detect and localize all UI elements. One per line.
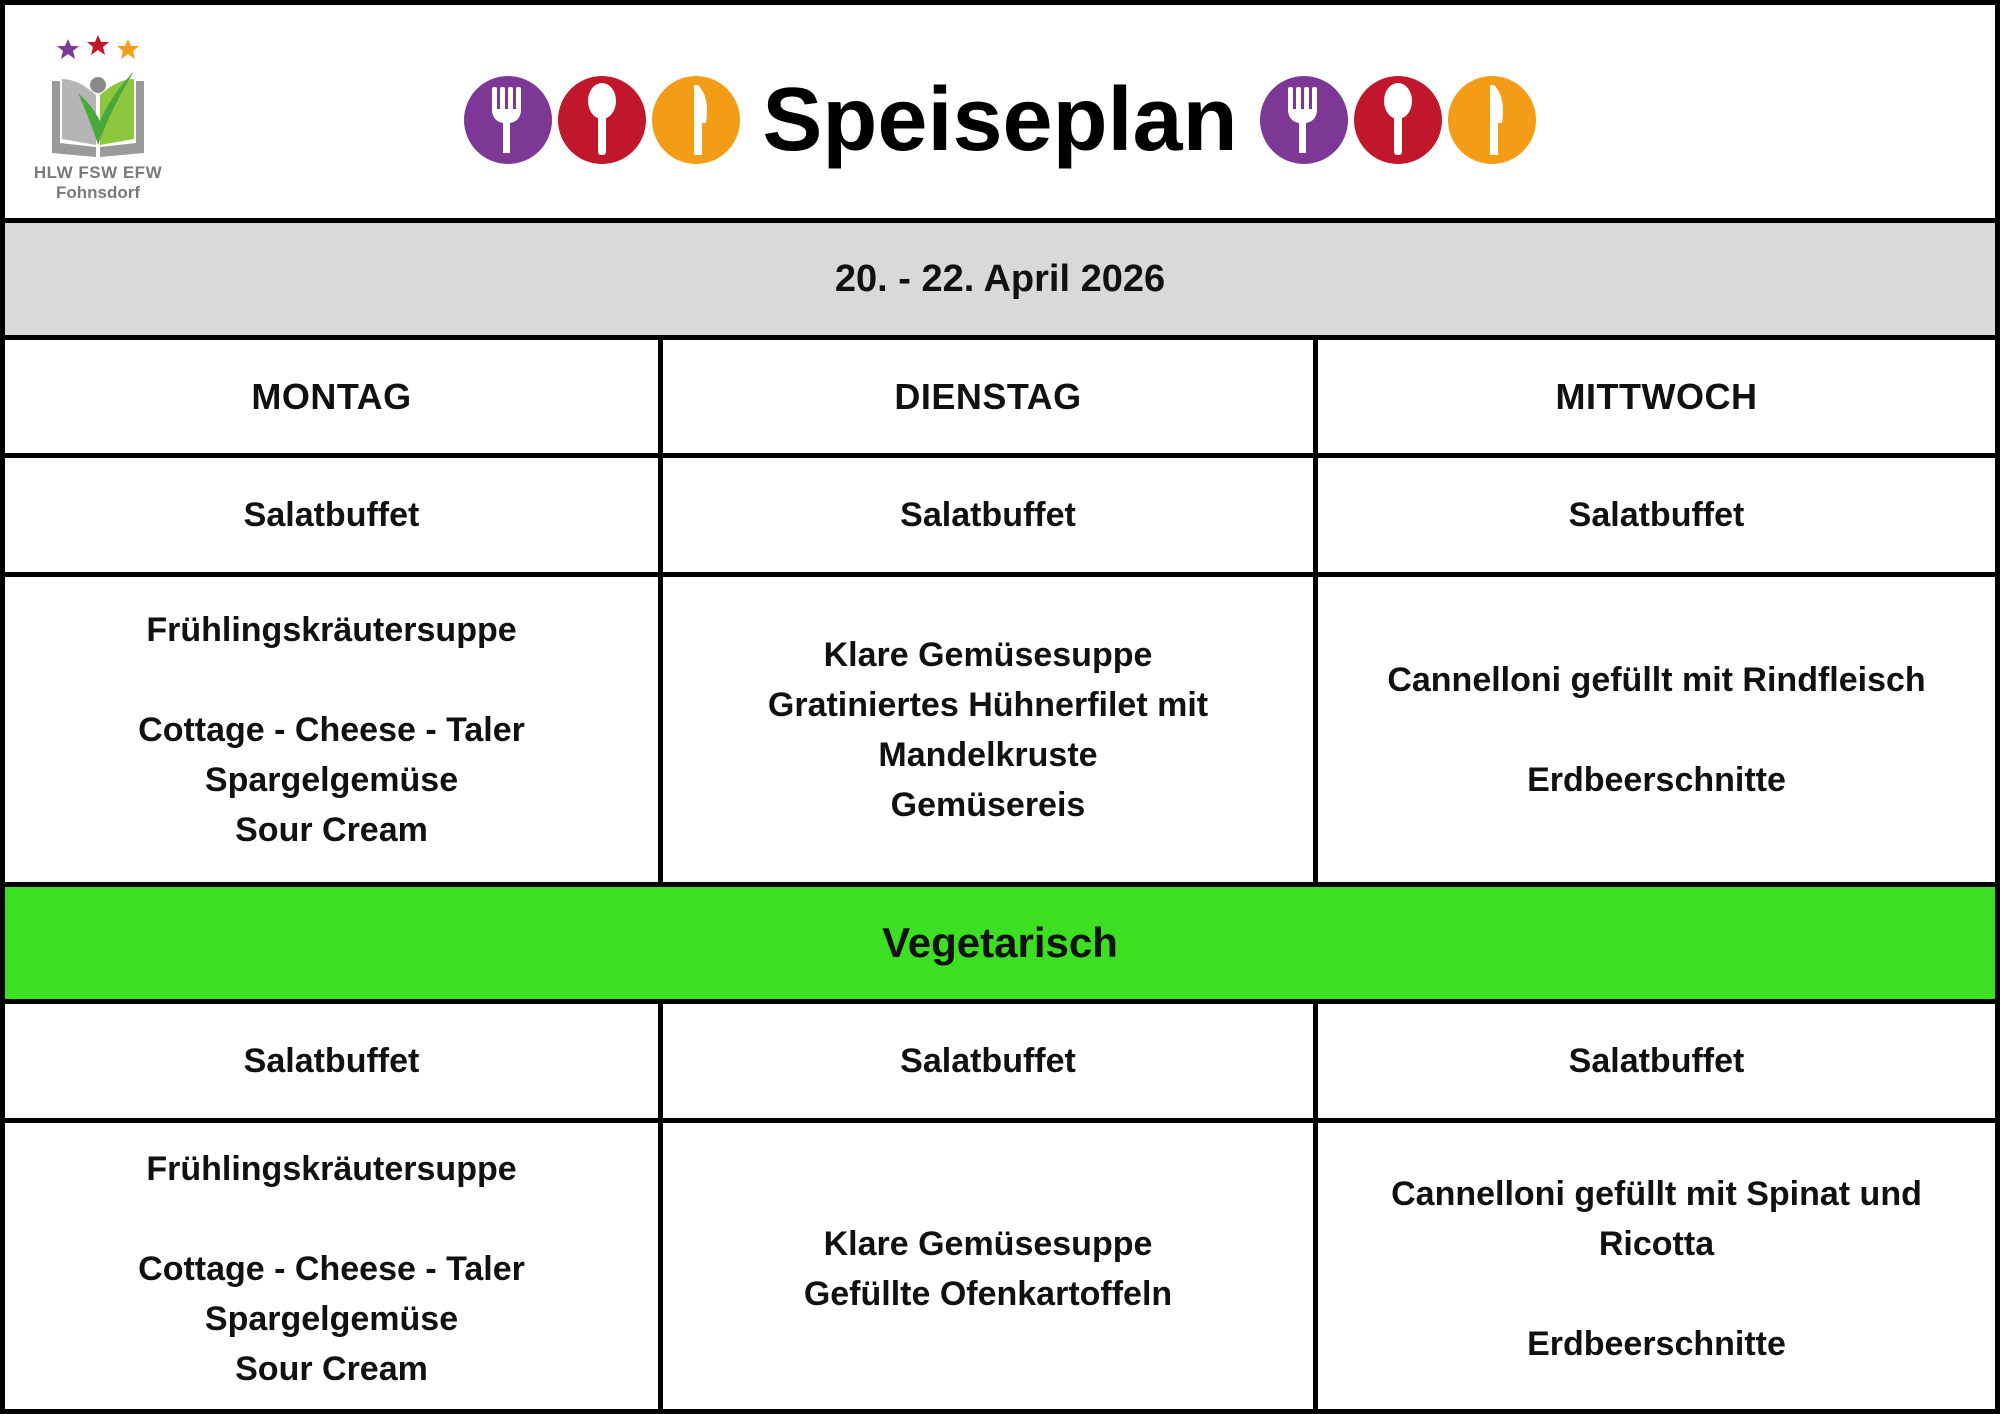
logo-text-line1: HLW FSW EFW: [33, 163, 163, 182]
vegetarian-band: Vegetarisch: [5, 887, 1995, 999]
veg-menu-tuesday: Klare Gemüsesuppe Gefüllte Ofenkartoffeln: [658, 1123, 1313, 1414]
menu-wednesday: Cannelloni gefüllt mit Rindfleisch Erdbeerschnitte: [1313, 577, 1995, 882]
knife-icon: [1448, 76, 1536, 164]
veg-salad-tuesday: Salatbuffet: [658, 1004, 1313, 1118]
salad-wednesday: Salatbuffet: [1313, 458, 1995, 572]
menu-tuesday: Klare Gemüsesuppe Gratiniertes Hühnerfilet mit Mandelkruste Gemüsereis: [658, 577, 1313, 882]
menu-monday: Frühlingskräutersuppe Cottage - Cheese - Taler Spargelgemüse Sour Cream: [138, 610, 525, 849]
veg-menu-row: [5, 1123, 1995, 1414]
veg-salad-monday: Salatbuffet: [243, 1042, 420, 1080]
day-header-row: [5, 340, 1995, 453]
veg-menu-monday: Frühlingskräutersuppe Cottage - Cheese - Taler Spargelgemüse Sour Cream: [138, 1149, 525, 1388]
cutlery-icons-left: [464, 76, 740, 164]
knife-icon: [652, 76, 740, 164]
salad-row: [5, 458, 1995, 572]
menu-row: [5, 577, 1995, 882]
fork-icon: [464, 76, 552, 164]
logo-text-line2: Fohnsdorf: [55, 183, 141, 202]
page-title: Speiseplan: [762, 70, 1238, 170]
cutlery-icons-right: [1260, 76, 1536, 164]
spoon-icon: [558, 76, 646, 164]
veg-salad-row: [5, 1004, 1995, 1118]
veg-salad-wednesday: Salatbuffet: [1313, 1004, 1995, 1118]
day-tuesday: DIENSTAG: [658, 340, 1313, 453]
day-wednesday: MITTWOCH: [1313, 340, 1995, 453]
salad-tuesday: Salatbuffet: [658, 458, 1313, 572]
title-area: [5, 45, 1995, 195]
day-monday: MONTAG: [251, 375, 412, 417]
header: [5, 5, 1995, 218]
date-range-band: 20. - 22. April 2026: [5, 223, 1995, 335]
veg-menu-wednesday: Cannelloni gefüllt mit Spinat und Ricotta Erdbeerschnitte: [1313, 1123, 1995, 1414]
salad-monday: Salatbuffet: [243, 496, 420, 534]
spoon-icon: [1354, 76, 1442, 164]
fork-icon: [1260, 76, 1348, 164]
